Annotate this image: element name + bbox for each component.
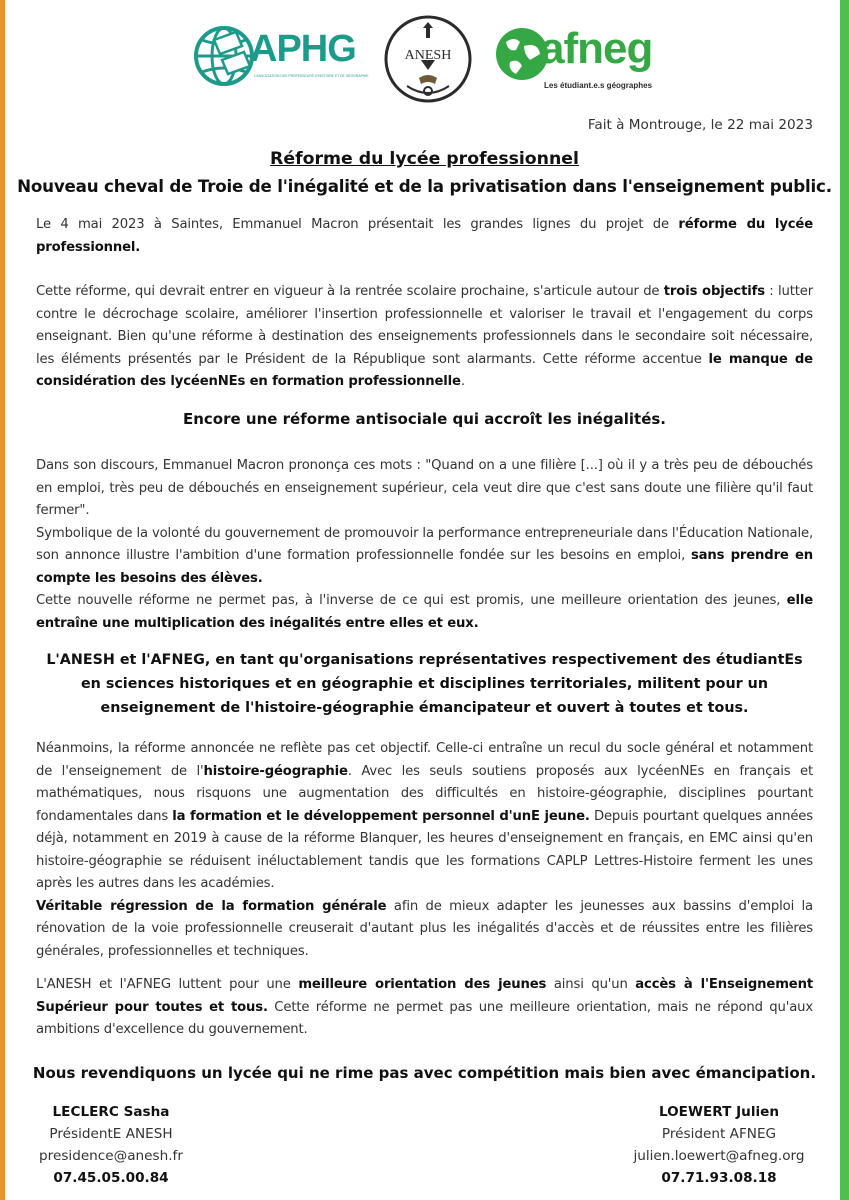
signatory-name: LECLERC Sasha: [52, 1104, 170, 1120]
signatory-email[interactable]: presidence@anesh.fr: [39, 1148, 183, 1164]
afneg-wordmark: afneg: [540, 24, 653, 73]
page-subtitle: Nouveau cheval de Troie de l'inégalité et de la privatisation dans l'enseignement public.: [17, 176, 832, 196]
signatory-email[interactable]: julien.loewert@afneg.org: [633, 1148, 805, 1164]
signatory-role: Président AFNEG: [661, 1126, 777, 1142]
anesh-wordmark: ANESH: [404, 48, 452, 63]
page-title: Réforme du lycée professionnel: [270, 149, 579, 169]
signatory-name: LOEWERT Julien: [658, 1104, 780, 1120]
signatory-phone: 07.71.93.08.18: [661, 1170, 777, 1186]
signatory-phone: 07.45.05.00.84: [53, 1170, 169, 1186]
afneg-logo: [494, 24, 654, 96]
afneg-tagline: Les étudiant.e.s géographes: [544, 81, 653, 90]
dateline: Fait à Montrouge, le 22 mai 2023: [587, 117, 813, 133]
anesh-logo: [383, 14, 473, 104]
section-heading-organisations: L'ANESH et l'AFNEG, en tant qu'organisations représentatives respectivement des étudiantEs en sciences historiques et en géographie et disciplines territoriales, militent pour un enseignement de l'histoire-géographie émancipateur et ouvert à toutes et tous.: [46, 652, 803, 716]
section-heading-inequalities: Encore une réforme antisociale qui accroît les inégalités.: [182, 410, 667, 428]
general-education-paragraph: Néanmoins, la réforme annoncée ne reflète pas cet objectif. Celle-ci entraîne un recul du socle général et notamment de l'enseignement de l'histoire-géographie. Avec les seuls soutiens proposés aux lycéenNEs en français et mathématiques, nous risquons une augmentation des difficultés en histoire-géographie, disciplines pourtant fondamentales dans la formation et le développement personnel d'unE jeune. Depuis pourtant quelques années déjà, notamment en 2019 à cause de la réforme Blanquer, les heures d'enseignement en français, en EMC ainsi qu'en histoire-géographie se réduisent inéluctablement tandis que les formations CAPLP Lettres-Histoire ferment les unes après les autres dans les académies. Véritable régression de la formation générale afin de mieux adapter les jeunesses aux bassins d'emploi la rénovation de la voie professionnelle creuserait d'autant plus les inégalités d'accès et de réussites entre les filières générales, professionnelles et techniques.: [36, 741, 813, 959]
aphg-wordmark: APHG: [250, 28, 356, 70]
signature-left: [26, 1101, 196, 1189]
aphg-tagline: L'ASSOCIATION DES PROFESSEURS D'HISTOIRE ET DE GÉOGRAPHIE: [254, 74, 369, 78]
orientation-paragraph: L'ANESH et l'AFNEG luttent pour une meilleure orientation des jeunes ainsi qu'un accès à l'Enseignement Supérieur pour toutes et tous. Cette réforme ne permet pas une meilleure orientation, mais ne répond qu'aux ambitions d'excellence du gouvernement.: [36, 977, 813, 1037]
objectives-paragraph: Cette réforme, qui devrait entrer en vigueur à la rentrée scolaire prochaine, s'articule autour de trois objectifs : lutter contre le décrochage scolaire, améliorer l'insertion professionnelle et valoriser le travail et l'engagement du corps enseignant. Bien qu'une réforme à destination des enseignements professionnels dans le secondaire soit nécessaire, les éléments présentés par le Président de la République sont alarmants. Cette réforme accentue le manque de considération des lycéenNEs en formation professionnelle.: [36, 284, 813, 389]
aphg-logo: [192, 20, 369, 92]
signature-right: [619, 1101, 819, 1189]
closing-claim: Nous revendiquons un lycée qui ne rime pas avec compétition mais bien avec émancipation.: [32, 1064, 817, 1082]
speech-paragraph: Dans son discours, Emmanuel Macron prononça ces mots : "Quand on a une filière [...] où il y a très peu de débouchés en emploi, très peu de débouchés en enseignement supérieur, cela veut dire que c'est sans doute une filière qu'il faut fermer". Symbolique de la volonté du gouvernement de promouvoir la performance entrepreneuriale dans l'Éducation Nationale, son annonce illustre l'ambition d'une formation professionnelle fondée sur les besoins en emploi, sans prendre en compte les besoins des élèves. Cette nouvelle réforme ne permet pas, à l'inverse de ce qui est promis, une meilleure orientation des jeunes, elle entraîne une multiplication des inégalités entre elles et eux.: [36, 458, 813, 631]
intro-paragraph: Le 4 mai 2023 à Saintes, Emmanuel Macron présentait les grandes lignes du projet de réforme du lycée professionnel.: [36, 217, 813, 255]
signatory-role: PrésidentE ANESH: [49, 1126, 173, 1142]
